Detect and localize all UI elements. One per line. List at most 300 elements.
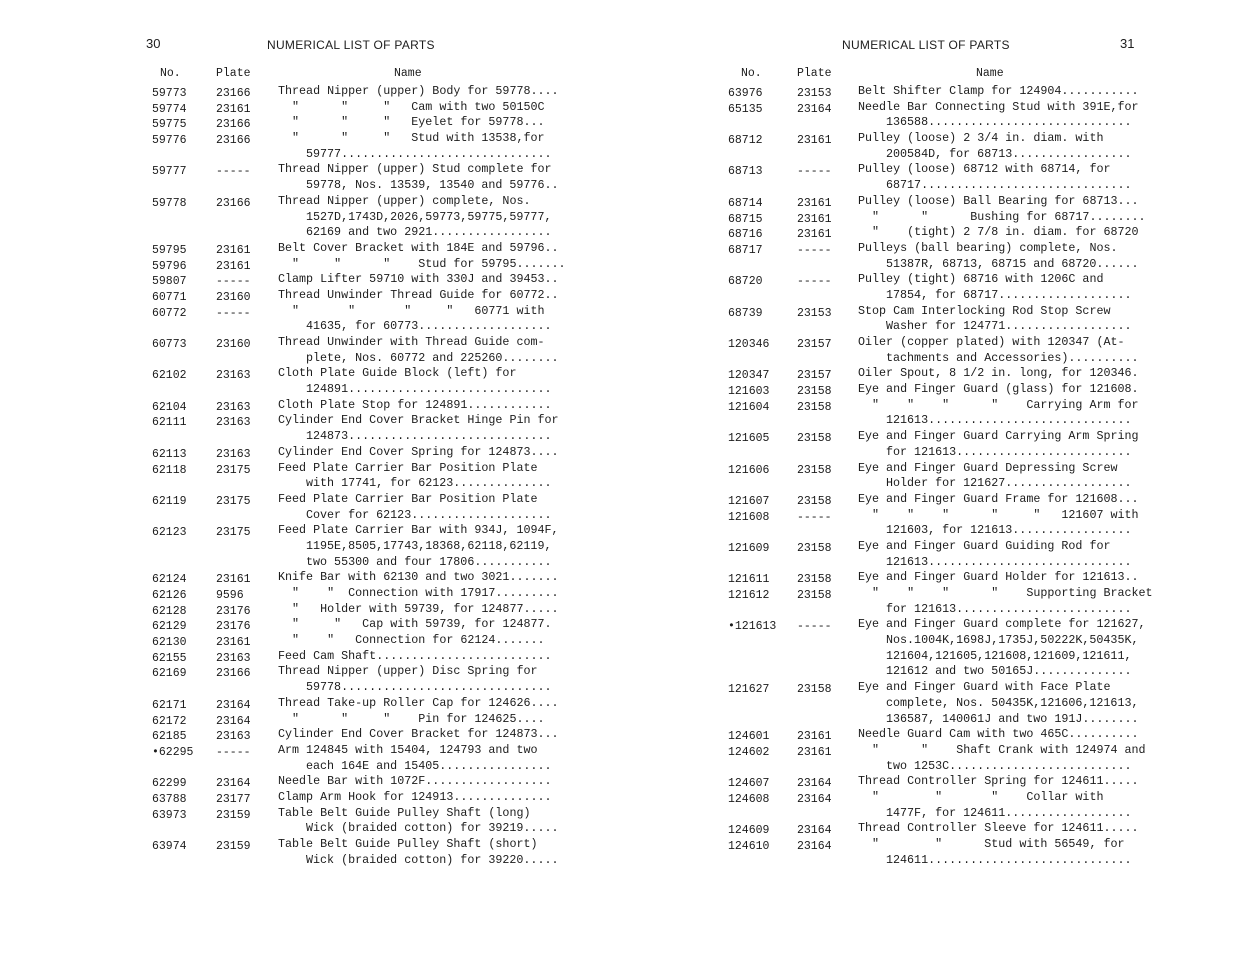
- part-name-line: 62169 and two 2921.................: [306, 225, 552, 240]
- part-name-line: Needle Bar with 1072F..................: [278, 774, 552, 789]
- plate-number: -----: [797, 275, 832, 289]
- table-row: [640, 398, 1235, 429]
- part-number: 60771: [152, 290, 187, 304]
- part-name-line: Clamp Lifter 59710 with 330J and 39453..: [278, 272, 559, 287]
- part-name-line: " " " Collar with: [858, 789, 1104, 804]
- table-row: [0, 272, 590, 288]
- part-number: 63973: [152, 808, 187, 822]
- plate-number: -----: [216, 275, 251, 289]
- part-name-line: " " " Pin for 124625....: [278, 711, 545, 726]
- plate-number: -----: [216, 306, 251, 320]
- part-name-line: Thread Controller Spring for 124611.....: [858, 774, 1139, 789]
- part-name-line: Thread Unwinder with Thread Guide com-: [278, 335, 545, 349]
- part-number: 63788: [152, 792, 187, 806]
- part-name-line: Oiler Spout, 8 1/2 in. long, for 120346.: [858, 366, 1139, 381]
- part-number: 124608: [728, 792, 770, 806]
- plate-number: 23166: [216, 87, 251, 100]
- plate-number: 23158: [797, 463, 832, 477]
- part-name-line: Knife Bar with 62130 and two 3021.......: [278, 570, 559, 585]
- plate-number: 23163: [216, 730, 251, 744]
- part-name: [278, 398, 578, 414]
- part-number: 121612: [728, 589, 770, 602]
- part-name: [858, 837, 1158, 868]
- table-row: [0, 806, 590, 837]
- part-name-line: 17854, for 68717...................: [886, 287, 1132, 302]
- part-name: [278, 257, 578, 273]
- part-name-line: 59778..............................: [306, 680, 552, 695]
- part-number: 68717: [728, 243, 763, 257]
- part-name-line: for 121613.........................: [886, 444, 1132, 459]
- part-name: [858, 304, 1158, 335]
- parts-list: [0, 84, 590, 868]
- part-name: [858, 241, 1158, 272]
- plate-number: 23159: [216, 808, 251, 822]
- part-name-line: Eye and Finger Guard Carrying Arm Spring: [858, 429, 1139, 444]
- part-name-line: 121604,121605,121608,121609,121611,: [886, 648, 1132, 663]
- part-name-line: Feed Cam Shaft.........................: [278, 648, 552, 663]
- right-page: [640, 0, 1235, 954]
- part-name-line: Eye and Finger Guard Holder for 121613..: [858, 570, 1139, 585]
- part-name: [858, 382, 1158, 398]
- table-row: [640, 366, 1235, 382]
- part-name-line: 121613.............................: [886, 413, 1132, 428]
- part-number: 121627: [728, 683, 770, 697]
- part-number: 121604: [728, 400, 770, 414]
- table-row: [640, 774, 1235, 790]
- plate-number: 23158: [797, 432, 832, 446]
- table-row: [640, 680, 1235, 727]
- part-name-line: Cylinder End Cover Bracket for 124873...: [278, 727, 559, 742]
- table-row: [0, 461, 590, 492]
- table-row: [640, 617, 1235, 680]
- plate-number: 23161: [797, 212, 832, 226]
- plate-number: 23166: [216, 196, 251, 210]
- table-row: [640, 100, 1235, 131]
- part-name: [858, 743, 1158, 774]
- part-name: [278, 194, 578, 241]
- part-number: 63976: [728, 87, 763, 100]
- part-number: 121608: [728, 510, 770, 524]
- table-row: [0, 570, 590, 586]
- plate-number: 23161: [797, 134, 832, 148]
- part-name-line: Eye and Finger Guard Frame for 121608...: [858, 491, 1139, 506]
- part-name-line: 200584D, for 68713.................: [886, 146, 1132, 161]
- plate-number: 23158: [797, 683, 832, 697]
- part-name-line: Wick (braided cotton) for 39219.....: [306, 821, 559, 836]
- plate-number: 23175: [216, 526, 251, 540]
- table-row: [640, 790, 1235, 821]
- part-name-line: Pulley (tight) 68716 with 1206C and: [858, 272, 1104, 287]
- part-name: [278, 288, 578, 304]
- part-name: [278, 664, 578, 695]
- part-name: [858, 790, 1158, 821]
- part-name-line: tachments and Accessories)..........: [886, 350, 1139, 365]
- part-name: [858, 821, 1158, 837]
- table-row: [0, 664, 590, 695]
- part-number: 68714: [728, 196, 763, 210]
- part-name-line: complete, Nos. 50435K,121606,121613,: [886, 695, 1139, 710]
- part-number: •121613: [728, 620, 777, 634]
- part-number: 62171: [152, 698, 187, 712]
- part-number: 62169: [152, 667, 187, 681]
- plate-number: 23153: [797, 87, 832, 100]
- plate-number: 23161: [797, 196, 832, 210]
- plate-number: 23158: [797, 494, 832, 508]
- table-row: [640, 304, 1235, 335]
- part-name-line: " " " Stud for 59795.......: [278, 256, 566, 271]
- part-name-line: Cover for 62123....................: [306, 507, 552, 522]
- part-name: [278, 241, 578, 257]
- part-name-line: Pulley (loose) 2 3/4 in. diam. with: [858, 131, 1104, 146]
- part-number: 68713: [728, 165, 763, 179]
- part-number: 62128: [152, 604, 187, 618]
- table-row: [0, 413, 590, 444]
- part-number: 62185: [152, 730, 187, 744]
- part-name: [858, 366, 1158, 382]
- part-name-line: 59778, Nos. 13539, 13540 and 59776..: [306, 178, 559, 193]
- table-row: [0, 586, 590, 602]
- plate-number: 23164: [797, 777, 832, 791]
- part-number: 59777: [152, 165, 187, 179]
- part-number: 63974: [152, 840, 187, 853]
- part-name: [278, 523, 578, 570]
- part-name-line: Cylinder End Cover Bracket Hinge Pin for: [278, 413, 559, 428]
- part-name-line: " " Bushing for 68717........: [858, 209, 1146, 224]
- part-number: 60773: [152, 338, 187, 351]
- plate-number: 23163: [216, 651, 251, 665]
- part-name-line: Feed Plate Carrier Bar Position Plate: [278, 491, 538, 506]
- part-name-line: Thread Unwinder Thread Guide for 60772..: [278, 287, 559, 302]
- part-name-line: Thread Nipper (upper) Disc Spring for: [278, 664, 538, 679]
- part-name-line: " " " Stud with 13538,for: [278, 131, 545, 146]
- table-row: [0, 696, 590, 712]
- table-row: [640, 821, 1235, 837]
- part-number: 68716: [728, 228, 763, 242]
- table-row: [640, 335, 1235, 366]
- part-number: 68739: [728, 306, 763, 320]
- part-name-line: 121612 and two 50165J..............: [886, 664, 1132, 679]
- plate-number: 23158: [797, 589, 832, 602]
- part-name-line: Needle Bar Connecting Stud with 391E,for: [858, 99, 1139, 114]
- plate-number: 23164: [797, 792, 832, 806]
- table-row: [640, 586, 1235, 617]
- table-row: [0, 288, 590, 304]
- part-name: [278, 162, 578, 193]
- table-row: [640, 382, 1235, 398]
- part-name-line: Thread Controller Sleeve for 124611.....: [858, 821, 1139, 836]
- table-row: [640, 210, 1235, 226]
- part-name: [278, 100, 578, 116]
- part-name: [858, 84, 1158, 100]
- part-number: 59775: [152, 118, 187, 132]
- table-row: [640, 539, 1235, 570]
- plate-number: -----: [797, 510, 832, 524]
- plate-number: 23158: [797, 400, 832, 414]
- part-number: 68712: [728, 134, 763, 148]
- part-name-line: " Holder with 59739, for 124877.....: [278, 601, 559, 616]
- plate-number: 23161: [797, 228, 832, 242]
- plate-number: 23166: [216, 118, 251, 132]
- part-name: [278, 366, 578, 397]
- table-row: [640, 272, 1235, 303]
- part-name-line: Pulley (loose) Ball Bearing for 68713...: [858, 193, 1139, 208]
- table-row: [0, 194, 590, 241]
- part-name-line: Eye and Finger Guard with Face Plate: [858, 680, 1111, 695]
- part-name: [858, 225, 1158, 241]
- part-number: 62124: [152, 573, 187, 587]
- part-name: [858, 131, 1158, 162]
- part-number: 121603: [728, 385, 770, 399]
- table-row: [0, 398, 590, 414]
- part-name: [278, 335, 578, 366]
- table-row: [640, 492, 1235, 508]
- plate-number: 23161: [797, 730, 832, 744]
- part-name-line: 136588.............................: [886, 115, 1132, 130]
- part-name-line: with 17741, for 62123..............: [306, 476, 552, 491]
- part-name-line: Table Belt Guide Pulley Shaft (short): [278, 837, 538, 851]
- plate-number: 23175: [216, 494, 251, 508]
- part-name-line: plete, Nos. 60772 and 225260........: [306, 350, 559, 365]
- part-name: [858, 570, 1158, 586]
- part-name-line: for 121613.........................: [886, 601, 1132, 616]
- running-head: NUMERICAL LIST OF PARTS: [267, 38, 435, 52]
- parts-list: [640, 84, 1235, 868]
- part-name-line: Eye and Finger Guard complete for 121627,: [858, 617, 1146, 632]
- part-name: [858, 162, 1158, 193]
- part-number: 62299: [152, 777, 187, 791]
- plate-number: 23164: [797, 840, 832, 853]
- plate-number: 23164: [216, 698, 251, 712]
- part-name-line: Holder for 121627..................: [886, 476, 1132, 491]
- part-name-line: " " Stud with 56549, for: [858, 837, 1125, 851]
- part-name: [278, 304, 578, 335]
- plate-number: 23159: [216, 840, 251, 853]
- part-name: [858, 586, 1158, 617]
- part-name-line: Eye and Finger Guard Guiding Rod for: [858, 538, 1111, 553]
- part-number: 124602: [728, 745, 770, 759]
- part-name-line: Arm 124845 with 15404, 124793 and two: [278, 742, 538, 757]
- plate-number: -----: [797, 165, 832, 179]
- part-name-line: 1477F, for 124611..................: [886, 805, 1132, 820]
- part-name-line: each 164E and 15405................: [306, 758, 552, 773]
- part-number: •62295: [152, 745, 194, 759]
- part-number: 60772: [152, 306, 187, 320]
- part-name-line: " " " Cam with two 50150C: [278, 99, 545, 114]
- part-name-line: Thread Take-up Roller Cap for 124626....: [278, 695, 559, 710]
- part-number: 121606: [728, 463, 770, 477]
- part-number: 62172: [152, 714, 187, 728]
- part-name: [278, 602, 578, 618]
- part-number: 124610: [728, 840, 770, 853]
- part-name-line: " " Shaft Crank with 124974 and: [858, 742, 1146, 757]
- part-number: 124609: [728, 824, 770, 838]
- plate-number: 23166: [216, 134, 251, 148]
- part-name-line: 136587, 140061J and two 191J........: [886, 711, 1139, 726]
- part-name: [278, 790, 578, 806]
- table-row: [640, 225, 1235, 241]
- column-header-name: Name: [976, 67, 1004, 80]
- table-row: [0, 241, 590, 257]
- part-name: [278, 837, 578, 868]
- part-name-line: Cloth Plate Stop for 124891............: [278, 397, 552, 412]
- part-number: 121605: [728, 432, 770, 446]
- part-name-line: Cloth Plate Guide Block (left) for: [278, 366, 517, 381]
- table-row: [640, 727, 1235, 743]
- part-name-line: 124611.............................: [886, 852, 1132, 867]
- table-row: [0, 774, 590, 790]
- plate-number: 23161: [216, 102, 251, 116]
- part-name-line: Belt Cover Bracket with 184E and 59796..: [278, 240, 559, 255]
- part-name-line: 121603, for 121613.................: [886, 523, 1132, 538]
- plate-number: 23161: [216, 243, 251, 257]
- table-row: [0, 523, 590, 570]
- plate-number: 23175: [216, 463, 251, 477]
- part-name-line: " (tight) 2 7/8 in. diam. for 68720: [858, 225, 1139, 240]
- plate-number: 23158: [797, 541, 832, 555]
- part-name-line: Thread Nipper (upper) Body for 59778....: [278, 84, 559, 98]
- part-name: [278, 696, 578, 712]
- plate-number: 23164: [216, 714, 251, 728]
- part-name-line: Table Belt Guide Pulley Shaft (long): [278, 805, 531, 820]
- part-name-line: 121613.............................: [886, 554, 1132, 569]
- left-page: [0, 0, 590, 954]
- part-number: 121611: [728, 573, 770, 587]
- plate-number: 23163: [216, 369, 251, 383]
- part-name-line: " " Connection for 62124.......: [278, 633, 545, 648]
- part-number: 121607: [728, 494, 770, 508]
- part-name-line: Washer for 124771..................: [886, 319, 1132, 334]
- running-head: NUMERICAL LIST OF PARTS: [842, 38, 1010, 52]
- table-row: [640, 461, 1235, 492]
- part-name-line: 124891.............................: [306, 382, 552, 397]
- part-number: 120347: [728, 369, 770, 383]
- part-name-line: Eye and Finger Guard Depressing Screw: [858, 460, 1118, 475]
- part-name: [858, 727, 1158, 743]
- part-number: 62104: [152, 400, 187, 414]
- table-row: [640, 570, 1235, 586]
- column-header-plate: Plate: [216, 67, 251, 80]
- part-name: [858, 680, 1158, 727]
- part-name: [858, 508, 1158, 539]
- plate-number: 23163: [216, 400, 251, 414]
- plate-number: 23160: [216, 338, 251, 351]
- part-number: 59796: [152, 259, 187, 273]
- part-name: [278, 586, 578, 602]
- part-number: 62111: [152, 416, 187, 430]
- part-name-line: " " " " 60771 with: [278, 303, 545, 318]
- part-name-line: Feed Plate Carrier Bar Position Plate: [278, 460, 538, 475]
- part-number: 62129: [152, 620, 187, 634]
- part-number: 59773: [152, 87, 187, 100]
- part-number: 68720: [728, 275, 763, 289]
- table-row: [0, 162, 590, 193]
- part-name-line: 59777..............................: [306, 146, 552, 161]
- page-number: 31: [1120, 36, 1135, 51]
- part-name-line: " " " " " 121607 with: [858, 507, 1139, 522]
- page-number: 30: [146, 36, 161, 51]
- plate-number: 23164: [797, 102, 832, 116]
- table-row: [0, 335, 590, 366]
- part-name: [278, 461, 578, 492]
- plate-number: 9596: [216, 589, 244, 602]
- part-name: [858, 398, 1158, 429]
- part-name: [858, 774, 1158, 790]
- plate-number: 23164: [216, 777, 251, 791]
- column-header-no: No.: [741, 67, 762, 80]
- part-name: [278, 774, 578, 790]
- part-name-line: Cylinder End Cover Spring for 124873....: [278, 444, 559, 459]
- part-name: [858, 617, 1158, 680]
- part-number: 59776: [152, 134, 187, 148]
- plate-number: 23176: [216, 620, 251, 634]
- part-name-line: 68717..............................: [886, 178, 1132, 193]
- table-row: [0, 100, 590, 116]
- part-name-line: 124873.............................: [306, 429, 552, 444]
- table-row: [0, 492, 590, 523]
- part-name-line: Belt Shifter Clamp for 124904...........: [858, 84, 1139, 98]
- table-row: [640, 162, 1235, 193]
- table-row: [0, 649, 590, 665]
- plate-number: 23166: [216, 667, 251, 681]
- column-header-name: Name: [394, 67, 422, 80]
- table-row: [0, 633, 590, 649]
- part-name: [278, 633, 578, 649]
- part-number: 124601: [728, 730, 770, 744]
- part-name: [278, 743, 578, 774]
- part-number: 120346: [728, 338, 770, 351]
- table-row: [0, 602, 590, 618]
- part-name: [858, 492, 1158, 508]
- part-name: [278, 570, 578, 586]
- part-name-line: " " " " Supporting Bracket: [858, 586, 1153, 600]
- plate-number: 23160: [216, 290, 251, 304]
- part-name: [278, 492, 578, 523]
- plate-number: 23158: [797, 385, 832, 399]
- part-name: [858, 210, 1158, 226]
- table-row: [0, 743, 590, 774]
- part-name: [278, 649, 578, 665]
- table-row: [0, 131, 590, 162]
- column-header-plate: Plate: [797, 67, 832, 80]
- table-row: [640, 508, 1235, 539]
- part-number: 62126: [152, 589, 187, 602]
- part-number: 62118: [152, 463, 187, 477]
- table-row: [640, 131, 1235, 162]
- part-name-line: two 1253C..........................: [886, 758, 1132, 773]
- table-row: [640, 84, 1235, 100]
- part-number: 68715: [728, 212, 763, 226]
- part-name: [858, 272, 1158, 303]
- part-name-line: Feed Plate Carrier Bar with 934J, 1094F,: [278, 523, 559, 538]
- part-name-line: " " Connection with 17917.........: [278, 586, 559, 600]
- plate-number: -----: [797, 243, 832, 257]
- part-name-line: Wick (braided cotton) for 39220.....: [306, 852, 559, 867]
- part-name-line: Eye and Finger Guard (glass) for 121608.: [858, 382, 1139, 397]
- table-row: [640, 837, 1235, 868]
- part-name: [278, 617, 578, 633]
- part-number: 124607: [728, 777, 770, 791]
- part-number: 59778: [152, 196, 187, 210]
- table-row: [0, 790, 590, 806]
- part-name-line: Nos.1004K,1698J,1735J,50222K,50435K,: [886, 633, 1139, 648]
- plate-number: 23164: [797, 824, 832, 838]
- part-name-line: Thread Nipper (upper) Stud complete for: [278, 162, 552, 177]
- plate-number: 23153: [797, 306, 832, 320]
- part-name: [278, 131, 578, 162]
- plate-number: 23158: [797, 573, 832, 587]
- table-row: [0, 727, 590, 743]
- part-name: [858, 429, 1158, 460]
